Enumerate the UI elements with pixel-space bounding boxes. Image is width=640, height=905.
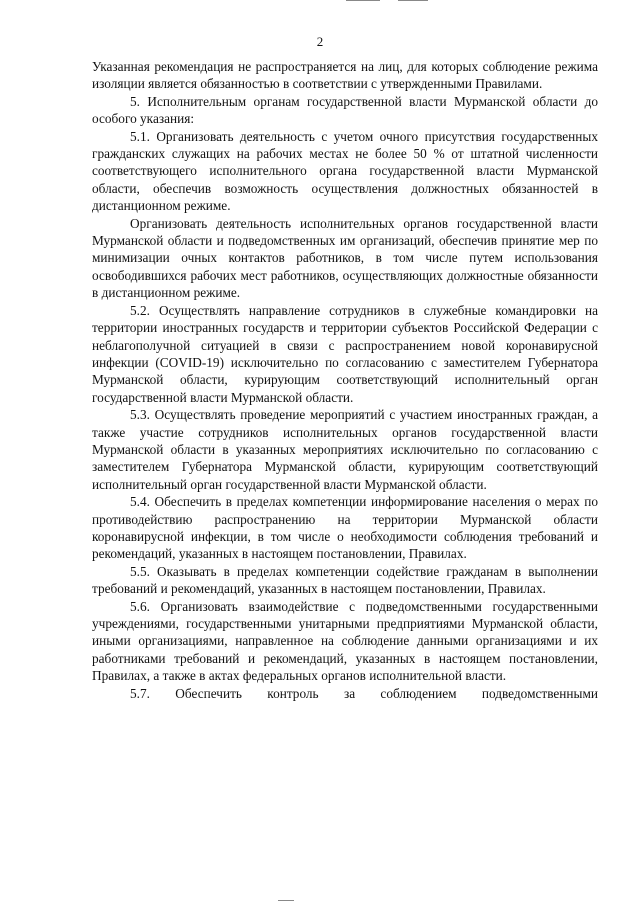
scan-artifact-bottom [278,900,294,901]
paragraph-item-5-3: 5.3. Осуществлять проведение мероприятий с участием иностранных граждан, а также участие сотрудников исполнительных органов государственной власти Мурманской области в указанных мероприятиях исключительно по согласованию с заместителем Губернатора Мурманской области, курирующим соответствующий исполнительный орган государственной власти Мурманской области. [92,407,598,492]
paragraph-item-5-1: 5.1. Организовать деятельность с учетом очного присутствия государственных гражданских служащих на рабочих местах не более 50 % от штатной численности соответствующего исполнительного органа государственной власти Мурманской области, обеспечив возможность осуществления должностных обязанностей в дистанционном режиме. [92,128,598,214]
paragraph-item-5-4: 5.4. Обеспечить в пределах компетенции информирование населения о мерах по противодействию распространению на территории Мурманской области коронавирусной инфекции, в том числе о необходимости соблюдения требований и рекомендаций, указанных в настоящем постановлении, Правилах. [92,494,598,562]
scan-artifact-top [398,0,428,1]
scan-artifact-top [346,0,380,1]
document-body [92,58,598,702]
paragraph-item-5-2: 5.2. Осуществлять направление сотрудников в служебные командировки на территории иностранных государств и территории субъектов Российской Федерации с неблагополучной ситуацией в связи с распространением новой коронавирусной инфекции (COVID-19) исключительно по согласованию с заместителем Губернатора Мурманской области, курирующим соответствующий исполнительный орган государственной власти Мурманской области. [92,302,598,405]
paragraph-continuation: Указанная рекомендация не распространяется на лиц, для которых соблюдение режима изоляции является обязанностью в соответствии с утвержденными Правилами. [92,59,598,92]
paragraph-item-5-7: 5.7. Обеспечить контроль за соблюдением подведомственными [130,685,598,701]
paragraph-item-5-6: 5.6. Организовать взаимодействие с подведомственными государственными учреждениями, государственными унитарными предприятиями Мурманской области, иными организациями, направленное на соблюдение данными организациями и их работниками требований и рекомендаций, указанных в настоящем постановлении, Правилах, а также в актах федеральных органов исполнительной власти. [92,598,598,684]
page-number: 2 [316,34,324,49]
paragraph-item-5-1-continued: Организовать деятельность исполнительных органов государственной власти Мурманской области и подведомственных им организаций, обеспечив принятие мер по минимизации очных контактов работников, в том числе путем использования освободившихся рабочих мест работников, осуществляющих должностные обязанности в дистанционном режиме. [92,215,598,301]
paragraph-item-5: 5. Исполнительным органам государственной власти Мурманской области до особого указания: [92,93,598,127]
paragraph-item-5-5: 5.5. Оказывать в пределах компетенции содействие гражданам в выполнении требований и рекомендаций, указанных в настоящем постановлении, Правилах. [92,563,598,597]
